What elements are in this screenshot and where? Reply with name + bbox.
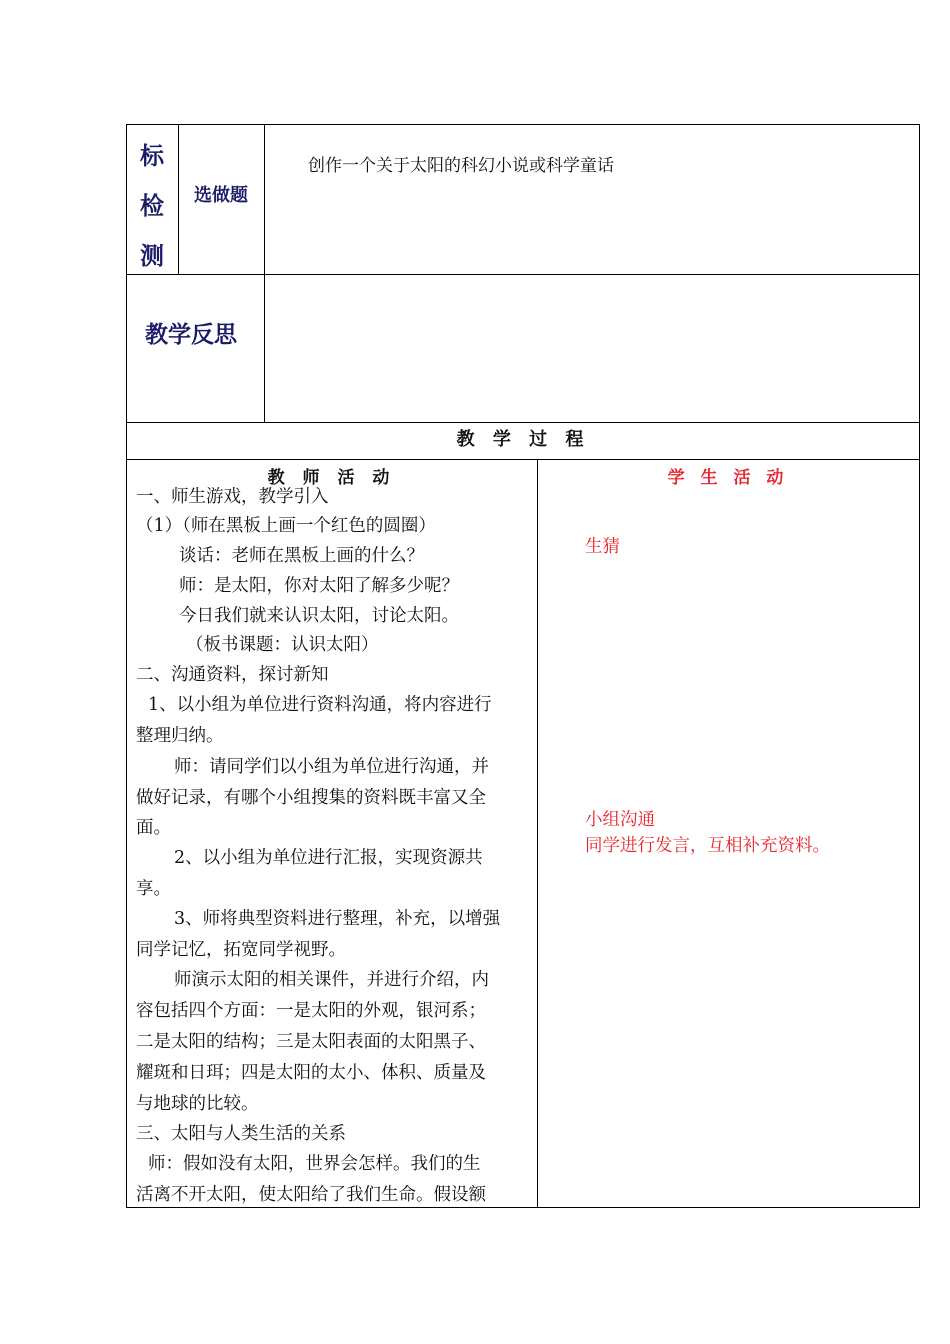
teacher-line: 耀斑和日珥；四是太阳的太小、体积、质量及 (136, 1063, 486, 1083)
reflection-label: 教学反思 (145, 322, 237, 348)
teacher-line: 二是太阳的结构；三是太阳表面的太阳黑子、 (136, 1032, 486, 1052)
teacher-line: 同学记忆，拓宽同学视野。 (136, 940, 346, 960)
table-left-border (126, 124, 127, 1208)
teacher-line: 师：是太阳，你对太阳了解多少呢？ (179, 576, 459, 596)
teacher-line: （1）（师在黑板上画一个红色的圆圈） (136, 516, 436, 536)
table-top-border (126, 124, 920, 125)
student-line: 同学进行发言，互相补充资料。 (585, 836, 830, 856)
optional-question-label: 选做题 (194, 185, 248, 206)
student-line: 小组沟通 (585, 810, 655, 830)
col-divider-label (264, 124, 265, 422)
teacher-line: 谈话：老师在黑板上画的什么？ (179, 546, 424, 566)
teacher-line: 三、太阳与人类生活的关系 (136, 1124, 346, 1144)
student-activity-header: 学 生 活 动 (667, 468, 789, 488)
row-divider-1 (126, 274, 920, 275)
teacher-line: 2、以小组为单位进行汇报，实现资源共 (174, 848, 483, 868)
row-divider-3 (126, 459, 920, 460)
teacher-line: 今日我们就来认识太阳，讨论太阳。 (179, 606, 459, 626)
teacher-line: 一、师生游戏，教学引入 (136, 487, 329, 507)
teacher-activity-header: 教 师 活 动 (267, 468, 396, 488)
optional-question-content: 创作一个关于太阳的科幻小说或科学童话 (308, 156, 614, 176)
col-divider-activity (537, 459, 538, 1207)
teacher-line: 师演示太阳的相关课件，并进行介绍，内 (174, 970, 489, 990)
teacher-line: 师：假如没有太阳，世界会怎样。我们的生 (148, 1154, 481, 1174)
teacher-line: 享。 (136, 879, 171, 899)
side-label-char: 检 (140, 192, 164, 220)
teacher-line: 1、以小组为单位进行资料沟通，将内容进行 (148, 695, 492, 715)
teacher-line: 做好记录，有哪个小组搜集的资料既丰富又全 (136, 788, 486, 808)
teacher-line: 二、沟通资料，探讨新知 (136, 665, 329, 685)
table-right-border (919, 124, 920, 1208)
teacher-line: 整理归纳。 (136, 726, 224, 746)
teacher-line: （板书课题：认识太阳） (186, 635, 379, 655)
teacher-line: 活离不开太阳，使太阳给了我们生命。假设额 (136, 1185, 486, 1205)
teacher-line: 容包括四个方面：一是太阳的外观，银河系； (136, 1001, 486, 1021)
teacher-line: 师：请同学们以小组为单位进行沟通，并 (174, 757, 489, 777)
process-title: 教 学 过 程 (456, 429, 590, 450)
side-label-char: 标 (140, 142, 164, 170)
side-label-char: 测 (140, 242, 164, 270)
teacher-line: 面。 (136, 818, 171, 838)
teacher-line: 3、师将典型资料进行整理，补充，以增强 (174, 909, 501, 929)
col-divider-side (178, 124, 179, 274)
row-divider-2 (126, 422, 920, 423)
teacher-line: 与地球的比较。 (136, 1094, 259, 1114)
student-line: 生猜 (585, 537, 620, 557)
